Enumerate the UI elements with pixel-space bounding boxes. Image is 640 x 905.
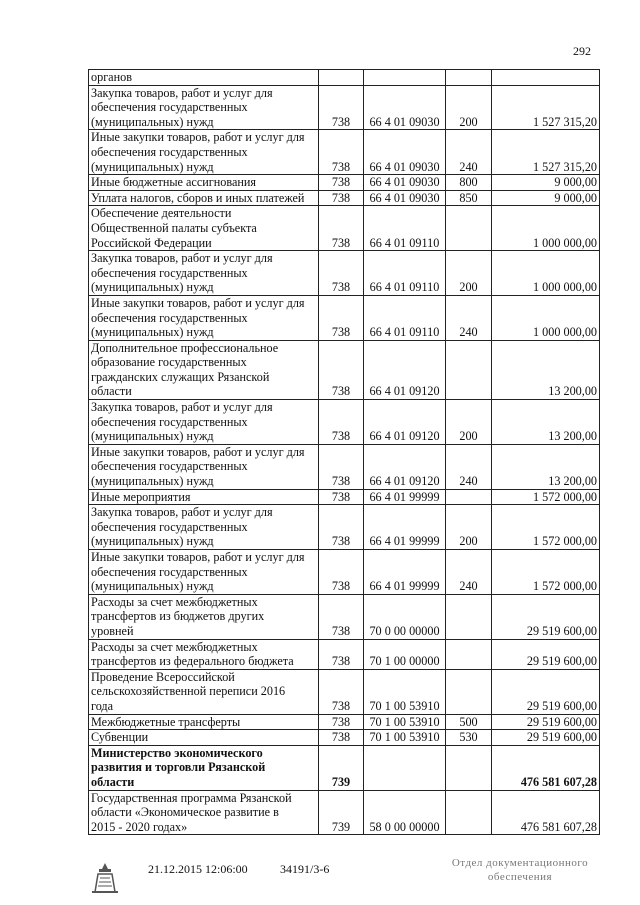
budget-table bbox=[88, 69, 600, 835]
row-name: Иные бюджетные ассигнования bbox=[89, 175, 319, 191]
row-target-article: 66 4 01 09120 bbox=[364, 400, 446, 445]
row-name: Закупка товаров, работ и услуг для обеспечения государственных (муниципальных) нужд bbox=[89, 505, 319, 550]
row-target-article: 66 4 01 09030 bbox=[364, 130, 446, 175]
footer-document-number: 34191/3-6 bbox=[280, 862, 330, 876]
row-amount: 29 519 600,00 bbox=[492, 639, 600, 669]
row-target-article: 66 4 01 09110 bbox=[364, 251, 446, 296]
table-row bbox=[89, 190, 600, 206]
row-name: Проведение Всероссийской сельскохозяйственной переписи 2016 года bbox=[89, 669, 319, 714]
row-code: 738 bbox=[319, 594, 364, 639]
row-code: 738 bbox=[319, 340, 364, 399]
row-target-article bbox=[364, 745, 446, 790]
row-target-article: 70 1 00 53910 bbox=[364, 714, 446, 730]
table-row bbox=[89, 594, 600, 639]
row-name: Закупка товаров, работ и услуг для обеспечения государственных (муниципальных) нужд bbox=[89, 400, 319, 445]
table-row bbox=[89, 400, 600, 445]
row-target-article: 70 1 00 53910 bbox=[364, 730, 446, 746]
row-target-article: 66 4 01 99999 bbox=[364, 489, 446, 505]
row-target-article: 66 4 01 09110 bbox=[364, 295, 446, 340]
row-expense-type: 200 bbox=[446, 505, 492, 550]
row-code: 738 bbox=[319, 444, 364, 489]
row-code: 738 bbox=[319, 206, 364, 251]
emblem-icon bbox=[88, 860, 122, 898]
row-code: 739 bbox=[319, 790, 364, 835]
row-name: Обеспечение деятельности Общественной палаты субъекта Российской Федерации bbox=[89, 206, 319, 251]
row-target-article: 70 0 00 00000 bbox=[364, 594, 446, 639]
row-amount: 476 581 607,28 bbox=[492, 790, 600, 835]
row-amount: 476 581 607,28 bbox=[492, 745, 600, 790]
row-expense-type bbox=[446, 340, 492, 399]
row-expense-type bbox=[446, 790, 492, 835]
row-amount: 1 000 000,00 bbox=[492, 206, 600, 251]
row-amount: 1 000 000,00 bbox=[492, 295, 600, 340]
table-row bbox=[89, 251, 600, 296]
table-row bbox=[89, 669, 600, 714]
row-name: Иные закупки товаров, работ и услуг для обеспечения государственных (муниципальных) нужд bbox=[89, 444, 319, 489]
footer-department-stamp: Отдел документационного обеспечения bbox=[451, 857, 589, 883]
row-expense-type: 240 bbox=[446, 550, 492, 595]
row-target-article: 66 4 01 09030 bbox=[364, 85, 446, 130]
row-amount: 1 572 000,00 bbox=[492, 550, 600, 595]
table-row bbox=[89, 730, 600, 746]
row-target-article: 66 4 01 09110 bbox=[364, 206, 446, 251]
row-expense-type bbox=[446, 745, 492, 790]
row-name: Закупка товаров, работ и услуг для обеспечения государственных (муниципальных) нужд bbox=[89, 85, 319, 130]
row-name: Закупка товаров, работ и услуг для обеспечения государственных (муниципальных) нужд bbox=[89, 251, 319, 296]
budget-table-body bbox=[89, 70, 600, 835]
row-code: 739 bbox=[319, 745, 364, 790]
table-row bbox=[89, 444, 600, 489]
row-code: 738 bbox=[319, 489, 364, 505]
table-row bbox=[89, 295, 600, 340]
table-row bbox=[89, 70, 600, 86]
row-code: 738 bbox=[319, 130, 364, 175]
row-name: Государственная программа Рязанской области «Экономическое развитие в 2015 - 2020 годах» bbox=[89, 790, 319, 835]
row-amount: 29 519 600,00 bbox=[492, 594, 600, 639]
table-row bbox=[89, 489, 600, 505]
row-code: 738 bbox=[319, 669, 364, 714]
row-name: Субвенции bbox=[89, 730, 319, 746]
row-name: Иные закупки товаров, работ и услуг для обеспечения государственных (муниципальных) нужд bbox=[89, 550, 319, 595]
row-amount: 1 527 315,20 bbox=[492, 130, 600, 175]
row-target-article: 66 4 01 99999 bbox=[364, 505, 446, 550]
row-amount: 9 000,00 bbox=[492, 190, 600, 206]
table-row bbox=[89, 340, 600, 399]
row-amount: 13 200,00 bbox=[492, 400, 600, 445]
row-expense-type: 800 bbox=[446, 175, 492, 191]
row-expense-type: 240 bbox=[446, 444, 492, 489]
row-target-article: 58 0 00 00000 bbox=[364, 790, 446, 835]
row-name: Межбюджетные трансферты bbox=[89, 714, 319, 730]
row-expense-type: 850 bbox=[446, 190, 492, 206]
row-target-article: 70 1 00 00000 bbox=[364, 639, 446, 669]
row-expense-type: 240 bbox=[446, 295, 492, 340]
row-amount: 29 519 600,00 bbox=[492, 669, 600, 714]
row-expense-type: 530 bbox=[446, 730, 492, 746]
row-amount: 1 572 000,00 bbox=[492, 505, 600, 550]
row-amount: 29 519 600,00 bbox=[492, 714, 600, 730]
table-row bbox=[89, 175, 600, 191]
row-amount: 1 572 000,00 bbox=[492, 489, 600, 505]
row-target-article: 66 4 01 09030 bbox=[364, 175, 446, 191]
row-amount: 1 527 315,20 bbox=[492, 85, 600, 130]
row-expense-type bbox=[446, 639, 492, 669]
table-row bbox=[89, 85, 600, 130]
row-code: 738 bbox=[319, 730, 364, 746]
row-code: 738 bbox=[319, 550, 364, 595]
row-code: 738 bbox=[319, 714, 364, 730]
row-expense-type: 500 bbox=[446, 714, 492, 730]
row-code: 738 bbox=[319, 505, 364, 550]
row-name: Иные закупки товаров, работ и услуг для обеспечения государственных (муниципальных) нужд bbox=[89, 130, 319, 175]
row-code: 738 bbox=[319, 251, 364, 296]
row-name: Иные закупки товаров, работ и услуг для обеспечения государственных (муниципальных) нужд bbox=[89, 295, 319, 340]
row-name: Министерство экономического развития и торговли Рязанской области bbox=[89, 745, 319, 790]
row-target-article bbox=[364, 70, 446, 86]
row-amount: 9 000,00 bbox=[492, 175, 600, 191]
row-expense-type bbox=[446, 489, 492, 505]
table-row bbox=[89, 130, 600, 175]
table-row bbox=[89, 550, 600, 595]
row-code: 738 bbox=[319, 639, 364, 669]
row-amount: 1 000 000,00 bbox=[492, 251, 600, 296]
row-expense-type: 240 bbox=[446, 130, 492, 175]
row-expense-type bbox=[446, 594, 492, 639]
row-code: 738 bbox=[319, 400, 364, 445]
row-name: Расходы за счет межбюджетных трансфертов из бюджетов других уровней bbox=[89, 594, 319, 639]
row-name: Расходы за счет межбюджетных трансфертов из федерального бюджета bbox=[89, 639, 319, 669]
row-code: 738 bbox=[319, 295, 364, 340]
row-expense-type bbox=[446, 669, 492, 714]
row-target-article: 70 1 00 53910 bbox=[364, 669, 446, 714]
row-expense-type bbox=[446, 206, 492, 251]
footer bbox=[0, 857, 640, 900]
row-code: 738 bbox=[319, 190, 364, 206]
row-target-article: 66 4 01 09030 bbox=[364, 190, 446, 206]
row-name: органов bbox=[89, 70, 319, 86]
row-amount bbox=[492, 70, 600, 86]
row-name: Дополнительное профессиональное образование государственных гражданских служащих Рязанской области bbox=[89, 340, 319, 399]
table-row bbox=[89, 714, 600, 730]
row-code: 738 bbox=[319, 85, 364, 130]
row-amount: 29 519 600,00 bbox=[492, 730, 600, 746]
row-target-article: 66 4 01 09120 bbox=[364, 444, 446, 489]
row-code: 738 bbox=[319, 175, 364, 191]
row-code bbox=[319, 70, 364, 86]
footer-date: 21.12.2015 12:06:00 bbox=[148, 862, 248, 876]
table-row bbox=[89, 639, 600, 669]
row-target-article: 66 4 01 99999 bbox=[364, 550, 446, 595]
row-expense-type: 200 bbox=[446, 400, 492, 445]
page-number: 292 bbox=[573, 44, 591, 58]
row-expense-type bbox=[446, 70, 492, 86]
table-row bbox=[89, 790, 600, 835]
table-row bbox=[89, 505, 600, 550]
row-name: Иные мероприятия bbox=[89, 489, 319, 505]
row-amount: 13 200,00 bbox=[492, 340, 600, 399]
table-row bbox=[89, 206, 600, 251]
table-row bbox=[89, 745, 600, 790]
row-amount: 13 200,00 bbox=[492, 444, 600, 489]
row-expense-type: 200 bbox=[446, 85, 492, 130]
row-expense-type: 200 bbox=[446, 251, 492, 296]
row-target-article: 66 4 01 09120 bbox=[364, 340, 446, 399]
row-name: Уплата налогов, сборов и иных платежей bbox=[89, 190, 319, 206]
